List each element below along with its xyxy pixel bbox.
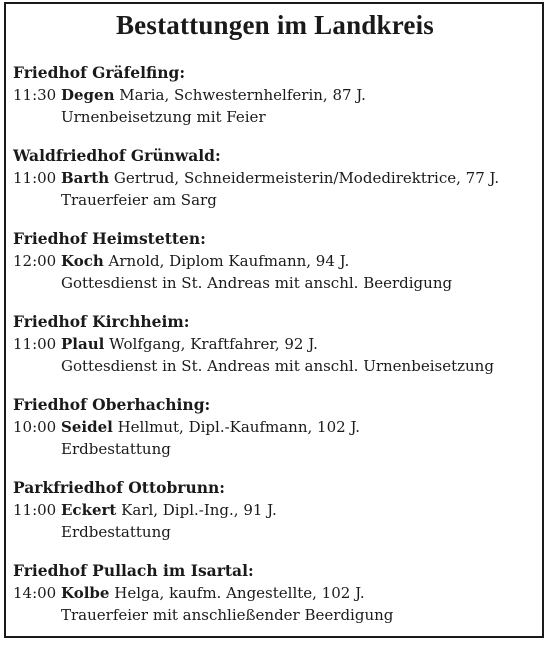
deceased-details: Wolfgang, Kraftfahrer, 92 J. <box>109 335 318 353</box>
ceremony-type: Erdbestattung <box>61 523 171 541</box>
ceremony-type: Trauerfeier am Sarg <box>61 191 217 209</box>
deceased-details: Arnold, Diplom Kaufmann, 94 J. <box>108 252 350 270</box>
funeral-entry <box>13 62 538 145</box>
funeral-time: 11:00 <box>13 335 57 353</box>
funeral-line <box>13 416 538 438</box>
funeral-entry <box>13 311 538 394</box>
deceased-surname: Kolbe <box>61 584 110 602</box>
ceremony-type: Gottesdienst in St. Andreas mit anschl. Urnenbeisetzung <box>61 357 494 375</box>
deceased-surname: Degen <box>61 86 115 104</box>
ceremony-type: Erdbestattung <box>61 440 171 458</box>
deceased-details: Helga, kaufm. Angestellte, 102 J. <box>114 584 365 602</box>
deceased-surname: Barth <box>61 169 110 187</box>
deceased-surname: Seidel <box>61 418 113 436</box>
deceased-surname: Plaul <box>61 335 105 353</box>
deceased-surname: Koch <box>61 252 104 270</box>
funeral-line <box>13 167 538 189</box>
ceremony-type: Trauerfeier mit anschließender Beerdigung <box>61 606 394 624</box>
funeral-list <box>13 62 538 643</box>
funeral-time: 10:00 <box>13 418 57 436</box>
funeral-time: 14:00 <box>13 584 57 602</box>
ceremony-type: Urnenbeisetzung mit Feier <box>61 108 266 126</box>
ceremony-type: Gottesdienst in St. Andreas mit anschl. Beerdigung <box>61 274 453 292</box>
funeral-time: 12:00 <box>13 252 57 270</box>
deceased-details: Karl, Dipl.-Ing., 91 J. <box>121 501 277 519</box>
deceased-details: Gertrud, Schneidermeisterin/Modedirektrice, 77 J. <box>113 169 500 187</box>
cemetery-name: Friedhof Pullach im Isartal: <box>13 561 254 580</box>
page-title: Bestattungen im Landkreis <box>115 10 435 40</box>
deceased-details: Hellmut, Dipl.-Kaufmann, 102 J. <box>117 418 361 436</box>
cemetery-name: Waldfriedhof Grünwald: <box>13 146 221 165</box>
funeral-line <box>13 333 538 355</box>
cemetery-name: Parkfriedhof Ottobrunn: <box>13 478 225 497</box>
deceased-surname: Eckert <box>61 501 117 519</box>
funeral-line <box>13 84 538 106</box>
funeral-line <box>13 250 538 272</box>
cemetery-name: Friedhof Heimstetten: <box>13 229 206 248</box>
deceased-details: Maria, Schwesternhelferin, 87 J. <box>119 86 366 104</box>
funeral-time: 11:00 <box>13 169 57 187</box>
funeral-line <box>13 499 538 521</box>
cemetery-name: Friedhof Gräfelfing: <box>13 63 186 82</box>
funeral-entry <box>13 560 538 643</box>
funeral-time: 11:00 <box>13 501 57 519</box>
funeral-time: 11:30 <box>13 86 57 104</box>
funeral-entry <box>13 394 538 477</box>
funeral-entry <box>13 145 538 228</box>
cemetery-name: Friedhof Oberhaching: <box>13 395 211 414</box>
funeral-line <box>13 582 538 604</box>
funeral-entry <box>13 477 538 560</box>
funeral-entry <box>13 228 538 311</box>
cemetery-name: Friedhof Kirchheim: <box>13 312 190 331</box>
